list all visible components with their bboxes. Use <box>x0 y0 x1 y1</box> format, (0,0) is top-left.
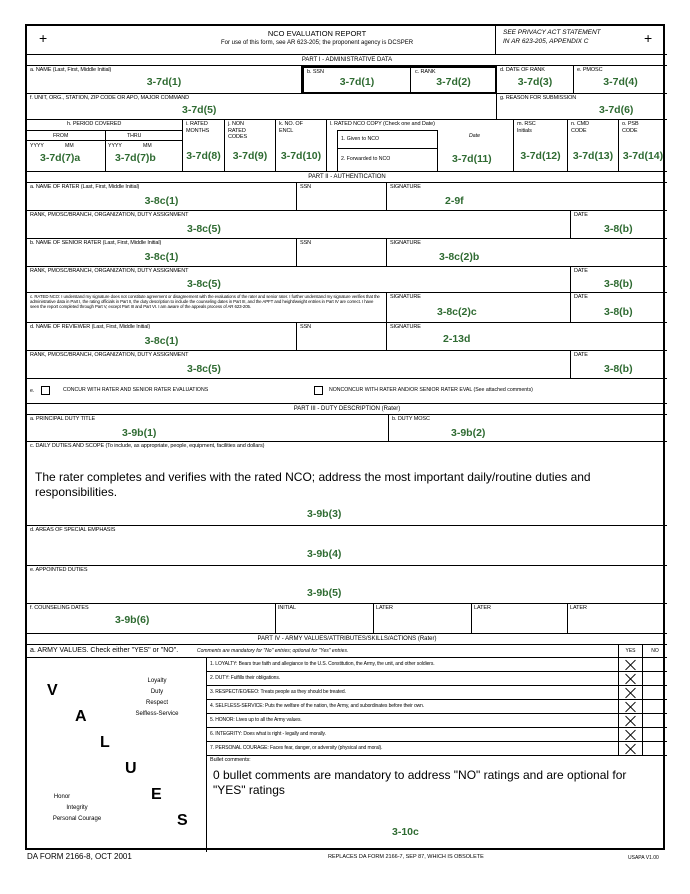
nonconcur-checkbox[interactable] <box>314 386 323 395</box>
letter-e: E <box>151 786 162 803</box>
field-principal-duty-title[interactable]: a. PRINCIPAL DUTY TITLE 3-9b(1) <box>27 415 389 442</box>
army-value-no-box[interactable] <box>643 672 667 686</box>
army-value-label: 2. DUTY: Fulfills their obligations. <box>210 675 281 681</box>
letter-v: V <box>47 682 58 699</box>
field-nonrated-codes[interactable]: j. NON RATED CODES 3-7d(9) <box>225 120 276 172</box>
field-counseling-dates: f. COUNSELING DATES 3-9b(6) INITIAL LATER LATER LATER <box>27 604 667 634</box>
field-rater-name[interactable]: a. NAME OF RATER (Last, First, Middle Initial) 3-8c(1) <box>27 183 297 211</box>
army-value-label: 7. PERSONAL COURAGE: Faces fear, danger, or adversity (physical and moral). <box>210 745 383 751</box>
concur-checkbox[interactable] <box>41 386 50 395</box>
from-date-ref[interactable]: 3-7d(7)a <box>40 152 81 164</box>
part1-title: PART I - ADMINISTRATIVE DATA <box>27 55 667 66</box>
field-senior-rater-ssn[interactable]: SSN <box>297 239 387 267</box>
field-senior-rater-date[interactable]: DATE 3-8(b) <box>571 267 667 293</box>
part3-title: PART III - DUTY DESCRIPTION (Rater) <box>27 404 667 415</box>
forwarded-to-nco-option[interactable]: 2. Forwarded to NCO <box>341 156 391 162</box>
field-rater-date[interactable]: DATE 3-8(b) <box>571 211 667 239</box>
version-note: USAPA V1.00 <box>628 855 659 861</box>
army-value-row <box>207 714 619 728</box>
word-duty: Duty <box>150 689 164 695</box>
rated-nco-statement: c. RATED NCO: I understand my signature does not constitute agreement or disagreement with the evaluations of the rater and senior rater. I further understand my signature verifies that the administrative data in Part I, the rating officials in Part II, the duty description to include the counseling dates in Part III, and the APFT and height/weight entries in Part IV are correct. I have seen the report completed through Part V, except Part III and Part VI. I am aware of the appeals process of AR 623-205. <box>27 293 387 323</box>
field-rated-nco-copy: l. RATED NCO COPY (Check one and Date) 1. Given to NCO 2. Forwarded to NCO Date 3-7d(11) <box>327 120 514 172</box>
word-personal-courage: Personal Courage <box>52 816 102 822</box>
field-reviewer-ssn[interactable]: SSN <box>297 323 387 351</box>
rated-nco-date-ref[interactable]: 3-7d(11) <box>452 153 492 165</box>
army-value-row <box>207 686 619 700</box>
given-to-nco-option[interactable]: 1. Given to NCO <box>341 136 380 142</box>
field-special-emphasis[interactable]: d. AREAS OF SPECIAL EMPHASIS 3-9b(4) <box>27 526 667 566</box>
army-value-row <box>207 728 619 742</box>
counseling-later-2[interactable]: LATER <box>474 605 491 611</box>
word-selfless-service: Selfless-Service <box>135 711 179 717</box>
army-value-yes-box[interactable] <box>619 728 643 742</box>
army-value-no-box[interactable] <box>643 700 667 714</box>
army-values-header: a. ARMY VALUES. Check either "YES" or "NO". Comments are mandatory for "No" entries; optional for "Yes" entries. <box>27 645 619 658</box>
nonconcur-label: NONCONCUR WITH RATER AND/OR SENIOR RATER EVAL (See attached comments) <box>329 387 533 393</box>
counseling-initial[interactable]: INITIAL <box>278 605 296 611</box>
field-rated-months[interactable]: i. RATED MONTHS 3-7d(8) <box>183 120 225 172</box>
x-mark-icon <box>625 743 637 754</box>
form-subtitle: For use of this form, see AR 623-205; the proponent agency is DCSPER <box>220 40 414 46</box>
x-mark-icon <box>625 701 637 712</box>
field-senior-rater-rank-org[interactable]: RANK, PMOSC/BRANCH, ORGANIZATION, DUTY ASSIGNMENT 3-8c(5) <box>27 267 571 293</box>
part4-title: PART IV - ARMY VALUES/ATTRIBUTES/SKILLS/ACTIONS (Rater) <box>27 634 667 645</box>
field-senior-rater-name[interactable]: b. NAME OF SENIOR RATER (Last, First, Middle Initial) 3-8c(1) <box>27 239 297 267</box>
army-value-row <box>207 742 619 756</box>
army-value-no-box[interactable] <box>643 658 667 672</box>
field-daily-duties[interactable]: c. DAILY DUTIES AND SCOPE (To include, as appropriate, people, equipment, facilities and dollars) The rater completes and verifies with the rated NCO; address the most important daily/routine duties and responsibilities. 3-9b(3) <box>27 442 667 526</box>
field-reviewer-name[interactable]: d. NAME OF REVIEWER (Last, First, Middle Initial) 3-8c(1) <box>27 323 297 351</box>
field-pmosc[interactable]: e. PMOSC 3-7d(4) <box>574 66 667 94</box>
field-ssn[interactable]: b. SSN 3-7d(1) <box>304 68 411 92</box>
field-rank[interactable]: c. RANK 3-7d(2) <box>415 69 471 88</box>
field-num-enclosures[interactable]: k. NO. OF ENCL 3-7d(10) <box>276 120 327 172</box>
army-value-no-box[interactable] <box>643 714 667 728</box>
army-value-no-box[interactable] <box>643 686 667 700</box>
field-rated-nco-date[interactable]: DATE 3-8(b) <box>571 293 667 323</box>
word-honor: Honor <box>53 794 71 800</box>
privacy-line-1: SEE PRIVACY ACT STATEMENT <box>503 29 601 36</box>
field-rater-rank-org[interactable]: RANK, PMOSC/BRANCH, ORGANIZATION, DUTY ASSIGNMENT 3-8c(5) <box>27 211 571 239</box>
field-unit[interactable]: f. UNIT, ORG., STATION, ZIP CODE OR APO, MAJOR COMMAND 3-7d(5) <box>27 94 497 120</box>
army-value-row <box>207 672 619 686</box>
x-mark-icon <box>625 687 637 698</box>
counseling-later-1[interactable]: LATER <box>376 605 393 611</box>
plus-mark-right: + <box>644 30 653 46</box>
letter-u: U <box>125 760 137 777</box>
field-reason[interactable]: g. REASON FOR SUBMISSION 3-7d(6) <box>497 94 667 120</box>
replaces-note: REPLACES DA FORM 2166-7, SEP 87, WHICH IS OBSOLETE <box>328 854 484 860</box>
letter-s: S <box>177 812 188 829</box>
letter-l: L <box>100 734 110 751</box>
army-value-row <box>207 658 619 672</box>
field-period-covered: h. PERIOD COVERED FROM THRU YYYY MM YYYY MM 3-7d(7)a 3-7d(7)b <box>27 120 183 172</box>
no-column-header: NO <box>643 645 667 658</box>
army-value-label: 6. INTEGRITY: Does what is right - legally and morally. <box>210 731 326 737</box>
army-value-label: 3. RESPECT/EO/EEO: Treats people as they should be treated. <box>210 689 346 695</box>
field-name[interactable]: a. NAME (Last, First, Middle Initial) 3-7d(1) <box>27 66 302 94</box>
letter-a: A <box>75 708 87 725</box>
field-rsc[interactable]: m. RSC Initials 3-7d(12) <box>514 120 568 172</box>
field-duty-mosc[interactable]: b. DUTY MOSC 3-9b(2) <box>389 415 667 442</box>
army-value-no-box[interactable] <box>643 728 667 742</box>
part2-title: PART II - AUTHENTICATION <box>27 172 667 183</box>
thru-date-ref[interactable]: 3-7d(7)b <box>115 152 156 164</box>
x-mark-icon <box>625 715 637 726</box>
concur-label: CONCUR WITH RATER AND SENIOR RATER EVALUATIONS <box>63 387 209 393</box>
army-value-yes-box[interactable] <box>619 700 643 714</box>
army-value-yes-box[interactable] <box>619 658 643 672</box>
field-rater-signature[interactable]: SIGNATURE 2-9f <box>387 183 667 211</box>
reviewer-concurrence-row: e. CONCUR WITH RATER AND SENIOR RATER EVALUATIONS NONCONCUR WITH RATER AND/OR SENIOR RATER EVAL (See attached comments) <box>27 379 667 404</box>
army-value-label: 5. HONOR: Lives up to all the Army values. <box>210 717 302 723</box>
army-value-yes-box[interactable] <box>619 742 643 756</box>
field-rater-ssn[interactable]: SSN <box>297 183 387 211</box>
form-title: NCO EVALUATION REPORT <box>267 29 367 38</box>
word-respect: Respect <box>145 700 168 706</box>
nco-evaluation-form <box>25 24 665 850</box>
x-mark-icon <box>625 673 637 684</box>
field-senior-rater-signature[interactable]: SIGNATURE 3-8c(2)b <box>387 239 667 267</box>
field-cmd-code[interactable]: n. CMD CODE 3-7d(13) <box>568 120 619 172</box>
x-mark-icon <box>625 659 637 670</box>
values-graphic <box>27 658 207 852</box>
field-reviewer-rank-org[interactable]: RANK, PMOSC/BRANCH, ORGANIZATION, DUTY ASSIGNMENT 3-8c(5) <box>27 351 571 379</box>
x-mark-icon <box>625 729 637 740</box>
word-loyalty: Loyalty <box>147 678 167 684</box>
army-value-label: 1. LOYALTY: Bears true faith and allegiance to the U.S. Constitution, the Army, the unit, and other soldiers. <box>210 661 435 667</box>
plus-mark-left: + <box>39 30 48 46</box>
field-rated-nco-signature[interactable]: SIGNATURE 3-8c(2)c <box>387 293 571 323</box>
army-value-label: 4. SELFLESS-SERVICE: Puts the welfare of the nation, the Army, and subordinates before their own. <box>210 703 425 709</box>
bullet-comments-text: 0 bullet comments are mandatory to address "NO" ratings and are optional for "YES" ratings <box>213 768 627 797</box>
army-value-yes-box[interactable] <box>619 686 643 700</box>
counseling-later-3[interactable]: LATER <box>570 605 587 611</box>
field-appointed-duties[interactable]: e. APPOINTED DUTIES 3-9b(5) <box>27 566 667 604</box>
army-value-no-box[interactable] <box>643 742 667 756</box>
bullet-comments[interactable]: Bullet comments: 0 bullet comments are mandatory to address "NO" ratings and are optional for "YES" ratings 3-10c <box>207 756 667 852</box>
field-reviewer-signature[interactable]: SIGNATURE 2-13d <box>387 323 667 351</box>
form-number: DA FORM 2166-8, OCT 2001 <box>27 852 132 861</box>
field-psb-code[interactable]: o. PSB CODE 3-7d(14) <box>619 120 667 172</box>
army-value-row <box>207 700 619 714</box>
word-integrity: Integrity <box>66 805 88 811</box>
field-date-of-rank[interactable]: d. DATE OF RANK 3-7d(3) <box>497 66 574 94</box>
daily-duties-text: The rater completes and verifies with the rated NCO; address the most important daily/routine duties and responsibilities. <box>35 470 591 499</box>
field-reviewer-date[interactable]: DATE 3-8(b) <box>571 351 667 379</box>
army-value-yes-box[interactable] <box>619 714 643 728</box>
yes-column-header: YES <box>619 645 643 658</box>
privacy-line-2: IN AR 623-205, APPENDIX C <box>503 38 589 45</box>
army-value-yes-box[interactable] <box>619 672 643 686</box>
